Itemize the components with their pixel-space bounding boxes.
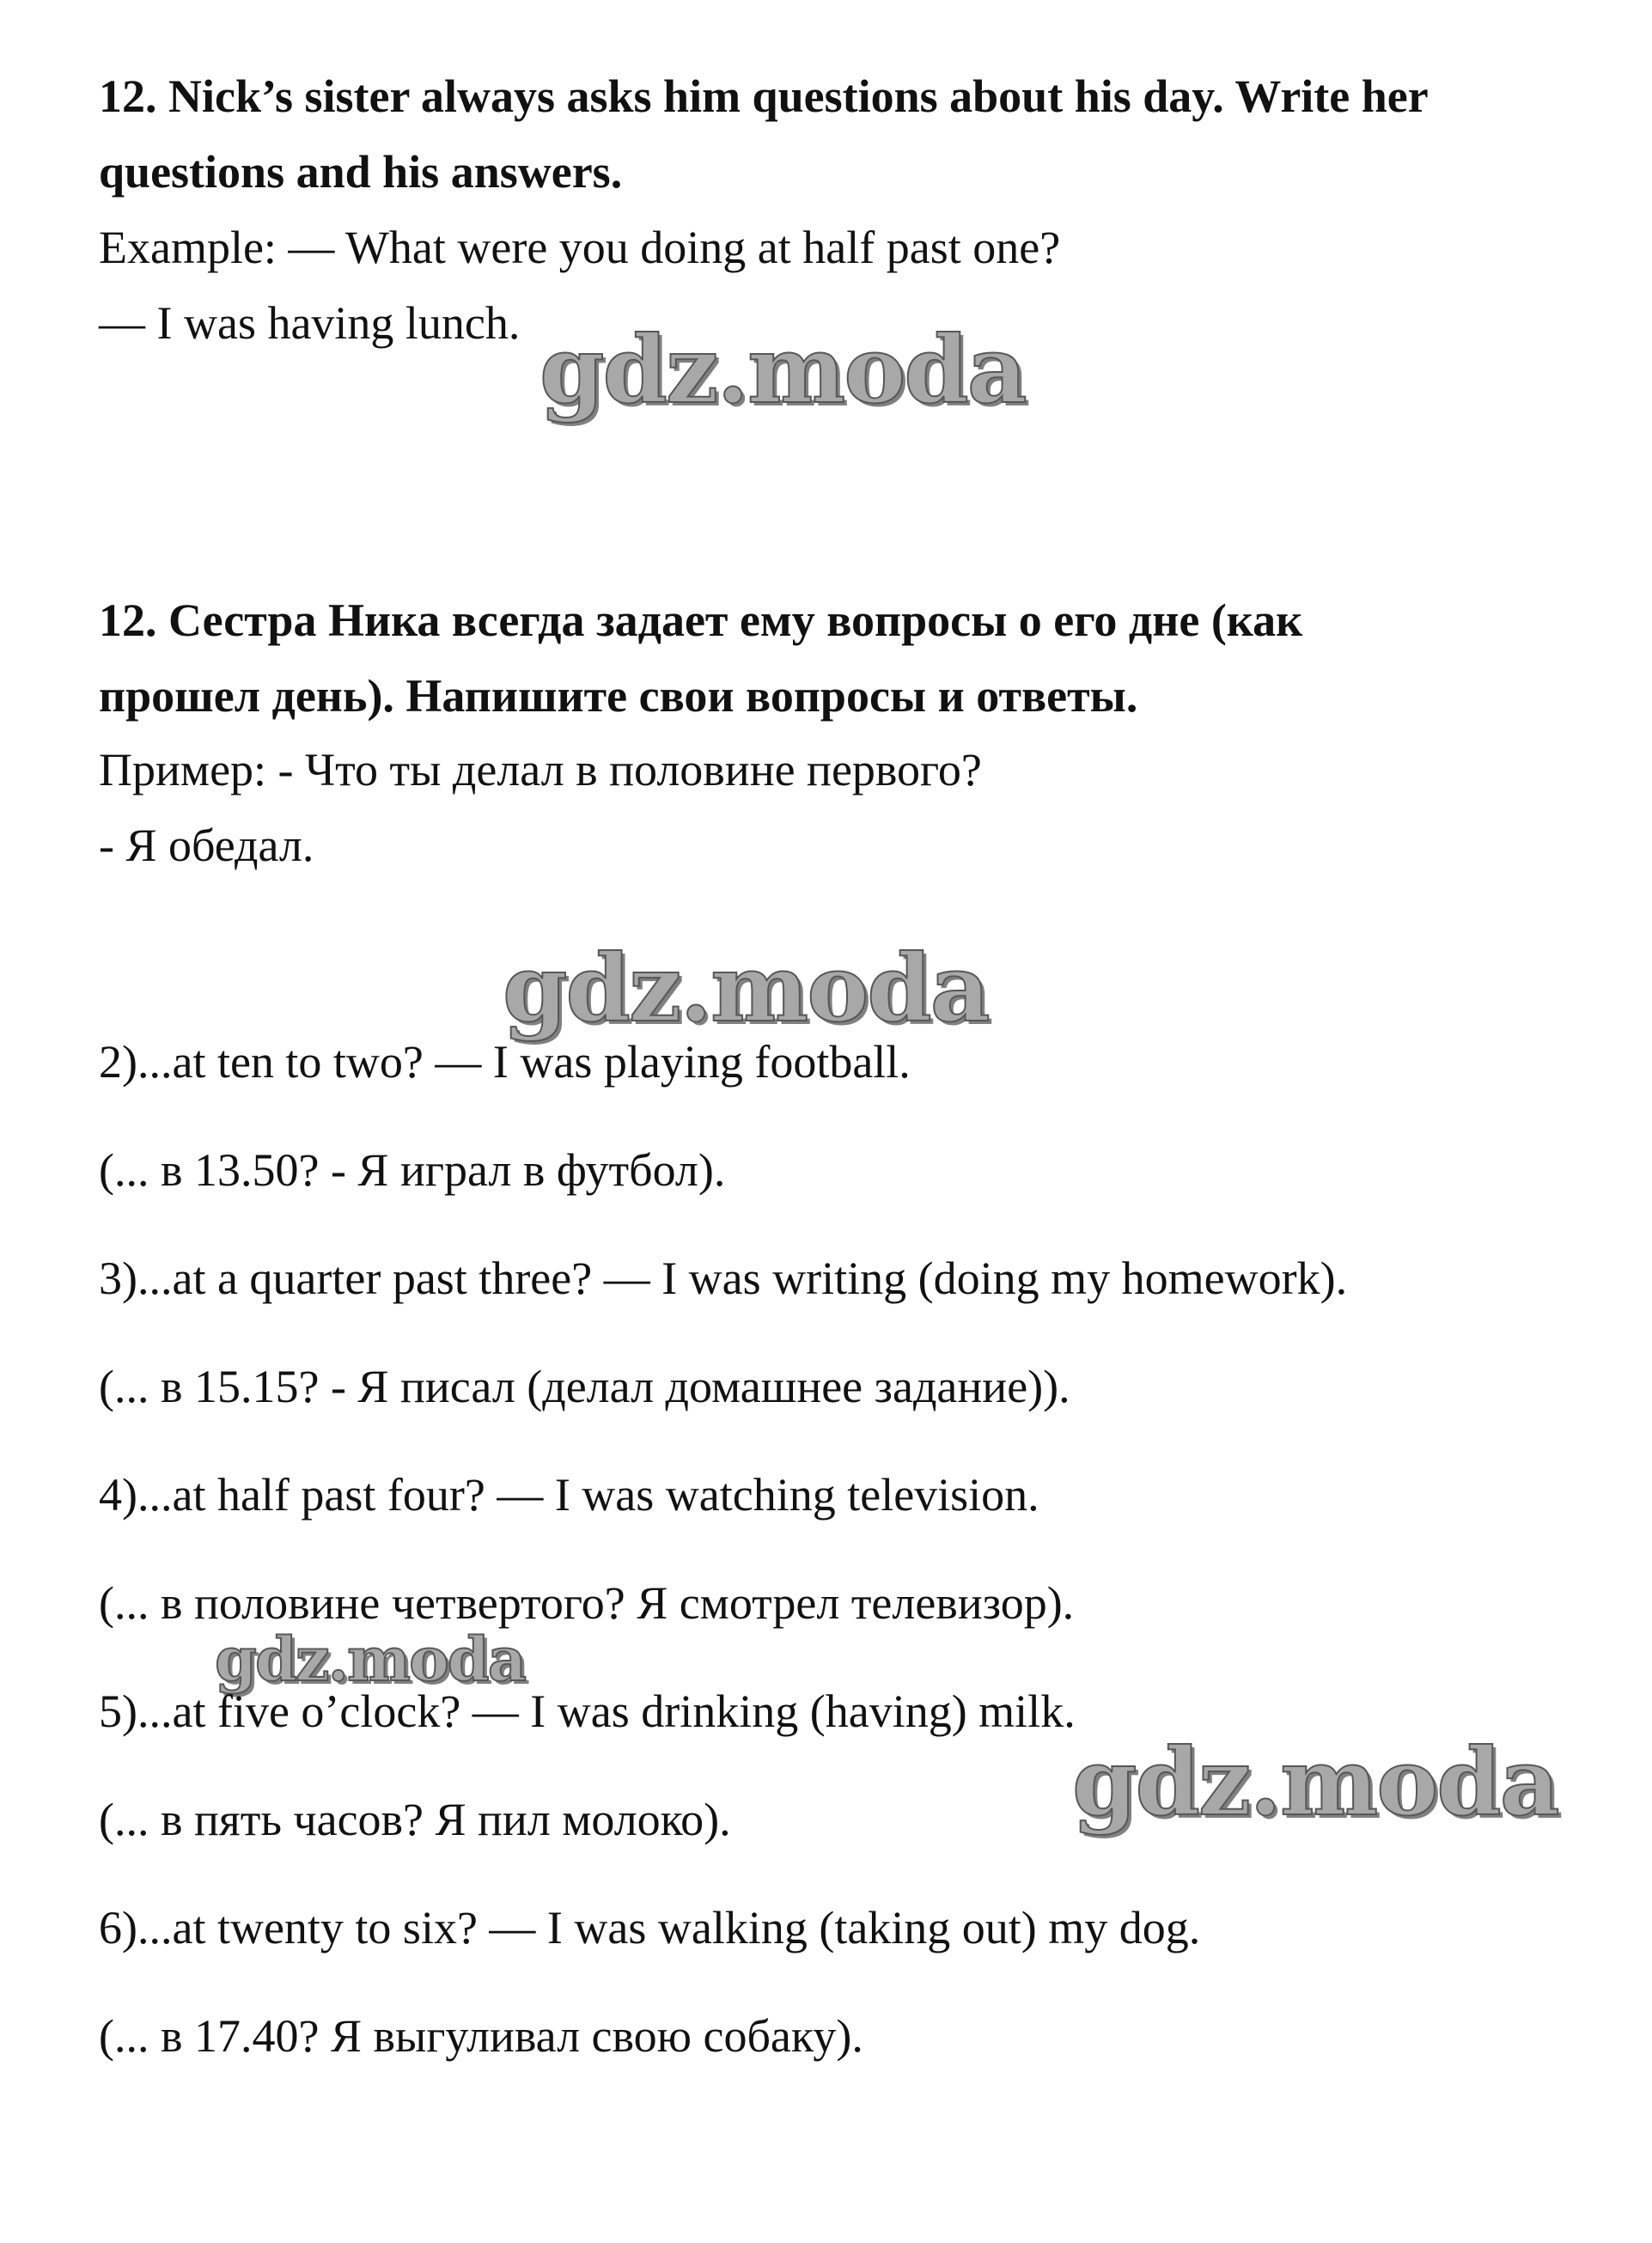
- answer-ru-2: (... в 13.50? - Я играл в футбол).: [99, 1144, 726, 1196]
- answer-en-2: 2)...at ten to two? — I was playing football.: [99, 1036, 911, 1088]
- answer-en-5: 5)...at five o’clock? — I was drinking (having) milk.: [99, 1685, 1076, 1737]
- watermark-logo: gdz.moda: [539, 316, 1026, 424]
- answer-en-4: 4)...at half past four? — I was watching television.: [99, 1469, 1039, 1521]
- exercise-heading-en-line2: questions and his answers.: [99, 146, 623, 198]
- answer-en-3: 3)...at a quarter past three? — I was writing (doing my homework).: [99, 1253, 1348, 1304]
- answer-en-6: 6)...at twenty to six? — I was walking (taking out) my dog.: [99, 1902, 1201, 1953]
- exercise-heading-ru-line1: 12. Сестра Ника всегда задает ему вопросы о его дне (как: [99, 594, 1303, 646]
- answer-ru-5: (... в пять часов? Я пил молоко).: [99, 1794, 731, 1845]
- exercise-heading-en-line1: 12. Nick’s sister always asks him questions about his day. Write her: [99, 70, 1429, 122]
- exercise-heading-ru-line2: прошел день). Напишите свои вопросы и ответы.: [99, 670, 1138, 722]
- answer-ru-6: (... в 17.40? Я выгуливал свою собаку).: [99, 2010, 863, 2062]
- answer-ru-4: (... в половине четвертого? Я смотрел телевизор).: [99, 1577, 1075, 1629]
- answer-ru-3: (... в 15.15? - Я писал (делал домашнее задание)).: [99, 1361, 1070, 1412]
- example-answer-ru: - Я обедал.: [99, 820, 314, 871]
- watermark-logo: gdz.moda: [215, 1624, 526, 1695]
- example-question-en: Example: — What were you doing at half past one?: [99, 222, 1061, 273]
- example-answer-en: — I was having lunch.: [99, 297, 521, 349]
- watermark-logo: gdz.moda: [1072, 1728, 1558, 1837]
- example-question-ru: Пример: - Что ты делал в половине первого?: [99, 744, 982, 795]
- watermark-logo: gdz.moda: [503, 935, 989, 1043]
